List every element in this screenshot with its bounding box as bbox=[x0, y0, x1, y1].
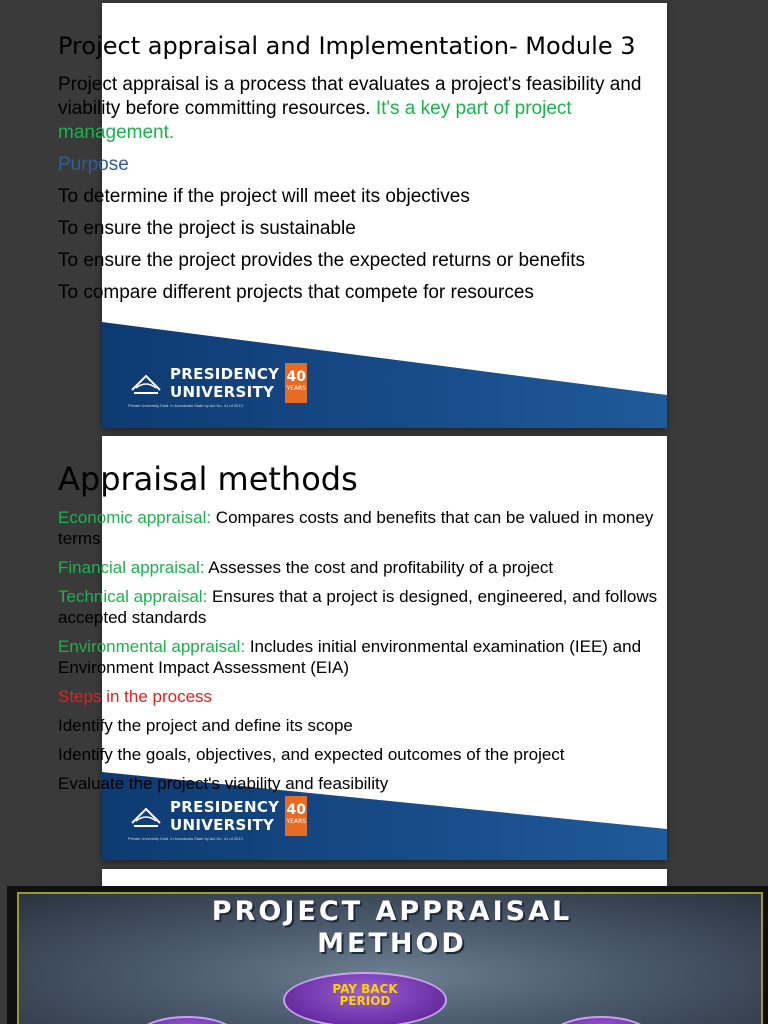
method-text-cont: terms bbox=[58, 529, 101, 548]
method-economic bbox=[58, 507, 718, 549]
method-text: Includes initial environmental examination (IEE) and bbox=[245, 637, 642, 656]
slide-1-content bbox=[58, 32, 718, 305]
slide-1-title: Project appraisal and Implementation- Module 3 bbox=[58, 32, 636, 60]
university-subline: Private University Estd. in Karnataka State by Act No. 41 of 2013 bbox=[128, 403, 243, 408]
slide-3-title-line-2: METHOD bbox=[317, 928, 467, 959]
university-name: PRESIDENCY UNIVERSITY bbox=[170, 365, 280, 401]
intro-line-2 bbox=[58, 97, 718, 121]
method-label: Environmental appraisal: bbox=[58, 637, 246, 656]
purpose-heading: Purpose bbox=[58, 154, 129, 175]
oval-left-partial bbox=[135, 1016, 239, 1024]
oval-pay-back-period bbox=[283, 972, 447, 1024]
step-item: Identify the goals, objectives, and expected outcomes of the project bbox=[58, 745, 565, 764]
intro-line-1: Project appraisal is a process that evaluates a project's feasibility and bbox=[58, 74, 642, 95]
method-environmental bbox=[58, 636, 718, 678]
university-emblem-icon bbox=[128, 801, 164, 831]
purpose-item: To determine if the project will meet its objectives bbox=[58, 186, 470, 207]
slide-2-content bbox=[58, 461, 718, 794]
method-technical bbox=[58, 586, 718, 628]
university-logo-2 bbox=[128, 796, 307, 836]
badge-number: 40 bbox=[286, 369, 307, 385]
slide-3-frame bbox=[17, 892, 763, 1024]
slide-1-intro bbox=[58, 73, 718, 145]
oval-right-partial bbox=[549, 1016, 653, 1024]
badge-unit: YEARS bbox=[286, 818, 307, 825]
steps-heading: Steps in the process bbox=[58, 687, 213, 706]
anniversary-badge bbox=[285, 796, 307, 836]
badge-unit: YEARS bbox=[286, 385, 307, 392]
slide-3 bbox=[7, 886, 768, 1024]
purpose-item: To compare different projects that compete for resources bbox=[58, 282, 534, 303]
anniversary-badge bbox=[285, 363, 307, 403]
step-item: Evaluate the project's viability and feasibility bbox=[58, 774, 389, 793]
university-name: PRESIDENCY UNIVERSITY bbox=[170, 798, 280, 834]
badge-number: 40 bbox=[286, 802, 307, 818]
purpose-item: To ensure the project provides the expected returns or benefits bbox=[58, 250, 586, 271]
oval-label: PAY BACK PERIOD bbox=[332, 982, 398, 1008]
purpose-item: To ensure the project is sustainable bbox=[58, 218, 356, 239]
university-subline: Private University Estd. in Karnataka State by Act No. 41 of 2013 bbox=[128, 836, 243, 841]
method-text-cont: accepted standards bbox=[58, 608, 207, 627]
method-financial bbox=[58, 557, 718, 578]
method-text: Compares costs and benefits that can be valued in money bbox=[211, 508, 654, 527]
university-logo bbox=[128, 363, 307, 403]
intro-line-2-highlight: It's a key part of project bbox=[375, 98, 572, 119]
intro-line-3-highlight: management. bbox=[58, 122, 175, 143]
intro-line-2-text: viability before committing resources. bbox=[58, 98, 376, 119]
method-text: Ensures that a project is designed, engineered, and follows bbox=[207, 587, 658, 606]
method-text: Assesses the cost and profitability of a project bbox=[204, 558, 554, 577]
university-emblem-icon bbox=[128, 368, 164, 398]
method-label: Technical appraisal: bbox=[58, 587, 208, 606]
method-label: Financial appraisal: bbox=[58, 558, 205, 577]
step-item: Identify the project and define its scope bbox=[58, 716, 353, 735]
method-text-cont: Environment Impact Assessment (EIA) bbox=[58, 658, 349, 677]
method-label: Economic appraisal: bbox=[58, 508, 212, 527]
slide-2-title: Appraisal methods bbox=[58, 460, 358, 498]
slide-3-title-line-1: PROJECT APPRAISAL bbox=[211, 896, 573, 927]
